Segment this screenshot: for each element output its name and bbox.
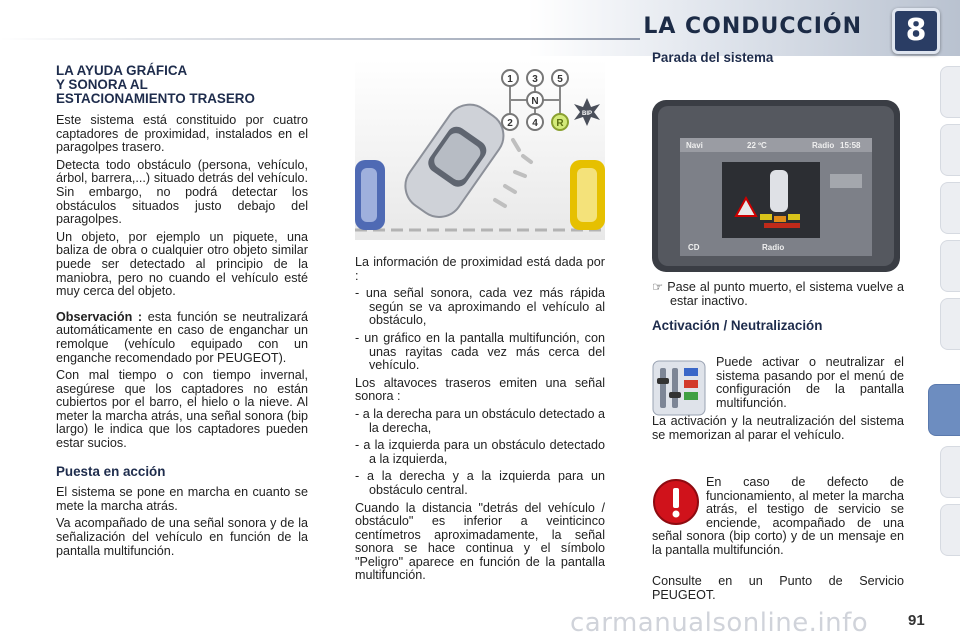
watermark: carmanualsonline.info xyxy=(570,608,869,638)
gear-4: 4 xyxy=(532,118,538,129)
heading-line-1: LA AYUDA GRÁFICA xyxy=(56,63,188,78)
right-column-top xyxy=(652,281,904,312)
paragraph-puesta-2: Va acompañado de una señal sonora y de la señalización del vehículo en función de la pantalla multifunción. xyxy=(56,516,308,558)
paragraph-intro: Este sistema está constituido por cuatro captadores de proximidad, instalados en el paragolpes trasero. xyxy=(56,113,308,155)
screen-tab-navi: Navi xyxy=(686,141,703,150)
observation-text: esta función se neutralizará automáticamente en caso de enganchar un remolque (vehículo equipado con un enganche recomendado por PEUGEOT). xyxy=(56,309,308,365)
list-item: - a la derecha y a la izquierda para un obstáculo central. xyxy=(355,469,605,497)
defecto-text-top xyxy=(652,476,904,562)
page-number: 91 xyxy=(908,612,925,629)
heading-line-3: ESTACIONAMIENTO TRASERO xyxy=(56,91,255,106)
screen-clock: 15:58 xyxy=(840,141,861,150)
paragraph-observation xyxy=(56,311,308,365)
chapter-side-tabs xyxy=(930,66,960,576)
side-tab-1[interactable] xyxy=(940,66,960,118)
icon-wrap-spacer xyxy=(652,476,706,530)
paragraph-info-intro: La información de proximidad está dada por : xyxy=(355,255,605,283)
gear-3: 3 xyxy=(532,74,538,85)
svg-text:BIP: BIP xyxy=(581,111,593,117)
side-tab-4[interactable] xyxy=(940,240,960,292)
parada-instruction xyxy=(652,281,904,308)
section-main-heading xyxy=(56,64,308,106)
paragraph-activacion-1: Puede activar o neutralizar el sistema pasando por el menú de configuración de la pantalla multifunción. xyxy=(716,355,904,410)
heading-parada: Parada del sistema xyxy=(652,50,774,65)
gear-n: N xyxy=(531,96,539,107)
header-rule xyxy=(0,38,640,40)
paragraph-activacion-2: La activación y la neutralización del sistema se memorizan al parar el vehículo. xyxy=(652,414,904,442)
parada-text: Pase al punto muerto, el sistema vuelve a estar inactivo. xyxy=(667,280,905,308)
heading-puesta: Puesta en acción xyxy=(56,463,166,479)
multifunction-screen-photo xyxy=(652,100,900,272)
gear-1: 1 xyxy=(507,74,513,85)
paragraph-object: Un objeto, por ejemplo un piquete, una baliza de obra o cualquier otro objeto similar puede ser detectado al principio de la maniobra, pero no cuando el vehículo esté muy cerca del objeto. xyxy=(56,229,308,299)
left-column xyxy=(56,64,308,562)
observation-label: Observación : xyxy=(56,309,143,324)
paragraph-distance: Cuando la distancia "detrás del vehículo / obstáculo" es inferior a veinticinco centímetros aproximadamente, la señal sonora se hace continua y el símbolo "Peligro" aparece en función de la pantalla multifunción. xyxy=(355,500,605,583)
screen-tab-radio: Radio xyxy=(812,141,835,150)
heading-line-2: Y SONORA AL xyxy=(56,77,148,92)
chapter-title: LA CONDUCCIÓN xyxy=(643,14,862,39)
chapter-number-badge: 8 xyxy=(892,8,940,54)
paragraph-weather: Con mal tiempo o con tiempo invernal, asegúrese que los captadores no están cubiertos por el barro, el hielo o la nieve. Al meter la marcha atrás, una señal sonora (bip largo) le indica que los captadores pueden estar sucios. xyxy=(56,368,308,451)
activacion-text-block xyxy=(716,356,904,414)
consulte-block xyxy=(652,575,904,606)
list-item: - un gráfico en la pantalla multifunción, con unas rayitas cada vez más cerca del vehículo. xyxy=(355,330,605,373)
settings-menu-icon xyxy=(652,360,706,416)
hand-pointer-icon: ☞ xyxy=(652,280,664,294)
heading-activacion: Activación / Neutralización xyxy=(652,318,823,333)
gear-2: 2 xyxy=(507,118,513,129)
screen-temp: 22 ºC xyxy=(747,141,767,150)
gear-r: R xyxy=(556,118,564,129)
paragraph-detects: Detecta todo obstáculo (persona, vehículo, árbol, barrera,...) situado detrás del vehículo. Sin embargo, no podrá detectar los obstáculos situados justo debajo del paragolpes. xyxy=(56,157,308,227)
list-item: - a la izquierda para un obstáculo detectado a la izquierda, xyxy=(355,438,605,466)
middle-column xyxy=(355,256,605,587)
parking-illustration xyxy=(355,60,605,240)
paragraph-puesta-1: El sistema se pone en marcha en cuanto se mete la marcha atrás. xyxy=(56,485,308,513)
paragraph-altavoces: Los altavoces traseros emiten una señal sonora : xyxy=(355,375,605,404)
list-item: - una señal sonora, cada vez más rápida según se va aproximando el vehículo al obstáculo, xyxy=(355,286,605,328)
screen-bottom-radio: Radio xyxy=(762,243,785,252)
screen-bottom-cd: CD xyxy=(688,243,700,252)
paragraph-defecto: En caso de defecto de funcionamiento, al meter la marcha atrás, el testigo de servicio se enciende, acompañado de una señal sonora (bip corto) y de un mensaje en la pantalla multifunción. xyxy=(652,475,904,557)
gear-pattern xyxy=(502,70,568,130)
activacion-memory-block xyxy=(652,415,904,446)
side-tab-7[interactable] xyxy=(940,446,960,498)
side-tab-3[interactable] xyxy=(940,182,960,234)
side-tab-active[interactable] xyxy=(928,384,960,436)
side-tab-8[interactable] xyxy=(940,504,960,556)
side-tab-2[interactable] xyxy=(940,124,960,176)
list-item: - a la derecha para un obstáculo detectado a la derecha, xyxy=(355,406,605,435)
side-tab-5[interactable] xyxy=(940,298,960,350)
screen-car-icon xyxy=(770,170,788,212)
gear-5: 5 xyxy=(557,74,563,85)
page-header xyxy=(0,0,960,58)
paragraph-consulte: Consulte en un Punto de Servicio PEUGEOT. xyxy=(652,574,904,602)
